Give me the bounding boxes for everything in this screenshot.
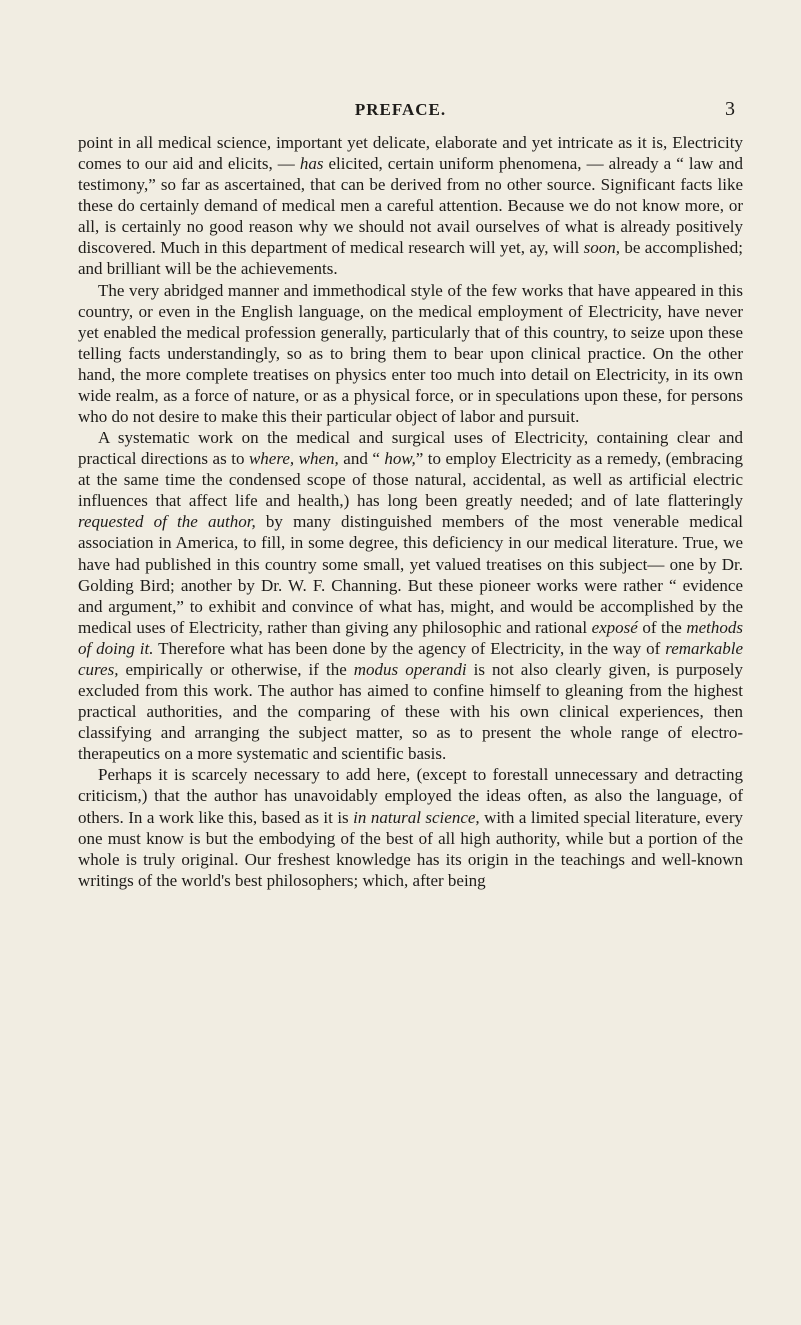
text-run: by many distinguished members of the most venerable medical association in America, to fill, in some degree, this deficiency in our medical literature. True, we have had published in this country some small, yet valued treatises on this subject— one by Dr. Golding Bird; another by Dr. W. F. Channing. But these pioneer works were rather “ evidence and argument,” to exhibit and convince of what has, might, and would be accomplished by the medical uses of Electricity, rather than giving any philosophic and rational (78, 512, 743, 637)
text-run: is not also clearly given, is purposely excluded from this work. The author has aimed to confine himself to gleaning from the highest practical authorities, and the comparing of these with his own clinical experiences, then classifying and arranging the subject matter, so as to present the whole range of electro-therapeutics on a more systematic and scientific basis. (78, 659, 743, 764)
text-run: Therefore what has been done by the agency of Electricity, in the way of (153, 638, 666, 658)
text-run: elicited, certain uniform phenomena, — already a “ law and testimony,” so far as ascertained, that can be derived from no other source. Significant facts like these do certainly demand of medical men a careful attention. Because we do not know more, or all, is certainly no good reason why we should not avail ourselves of what is already positively discovered. Much in this department of medical research will yet, ay, will (78, 154, 743, 258)
text-run: point in all medical science, important yet delicate, elaborate and yet intricate as it is, Electricity comes to our aid and elicits, — (78, 133, 743, 174)
paragraph-2 (78, 280, 743, 428)
italic-text: where, when, (248, 449, 339, 469)
text-run: with a limited special literature, every one must know is but the embodying of the best of all high authority, while but a portion of the whole is truly original. Our freshest knowledge has its origin in the teachings and well-known writings of the world's best philosophers; which, after being (78, 807, 744, 890)
page-number: 3 (725, 98, 735, 120)
italic-text: soon, (583, 238, 621, 258)
running-head (0, 100, 801, 122)
body-text (78, 132, 743, 891)
italic-text: how, (384, 449, 416, 469)
text-run: The very abridged manner and immethodical style of the few works that have appeared in this country, or even in the English language, on the medical employment of Electricity, have never yet enabled the medical profession generally, particularly that of this country, to seize upon these telling facts understandingly, so as to bring them to bear upon clinical practice. On the other hand, the more complete treatises on physics enter too much into detail on Electricity, in its own wide realm, as a force of nature, or as a physical force, or in speculations upon these, for persons who do not desire to make this their particular object of labor and pursuit. (78, 280, 743, 427)
paragraph-3 (78, 427, 743, 764)
text-run: and “ (338, 449, 385, 469)
italic-text: in natural science, (353, 807, 480, 827)
italic-text: methods of doing it. (78, 617, 743, 658)
text-run: be accomplished; and brilliant will be the achievements. (78, 238, 743, 279)
text-run: empirically or otherwise, if the (118, 659, 354, 679)
italic-text: remarkable cures, (78, 638, 743, 679)
italic-text: requested of the author, (78, 512, 256, 532)
italic-text: has (299, 154, 324, 174)
text-run: ” to employ Electricity as a remedy, (embracing at the same time the condensed scope of those natural, accidental, as well as artificial electric influences that affect life and health,) has long been greatly needed; and of late flatteringly (78, 449, 744, 511)
italic-text: modus operandi (353, 659, 467, 679)
paragraph-4 (78, 764, 743, 890)
text-run: Perhaps it is scarcely necessary to add here, (except to forestall unnecessary and detracting criticism,) that the author has unavoidably employed the ideas often, as also the language, of others. In a work like this, based as it is (78, 765, 743, 827)
text-run: of the (637, 617, 687, 637)
italic-text: exposé (591, 617, 638, 637)
paragraph-1 (78, 132, 743, 280)
text-run: A systematic work on the medical and surgical uses of Electricity, containing clear and practical directions as to (78, 428, 743, 469)
running-title: PREFACE. (354, 100, 447, 119)
